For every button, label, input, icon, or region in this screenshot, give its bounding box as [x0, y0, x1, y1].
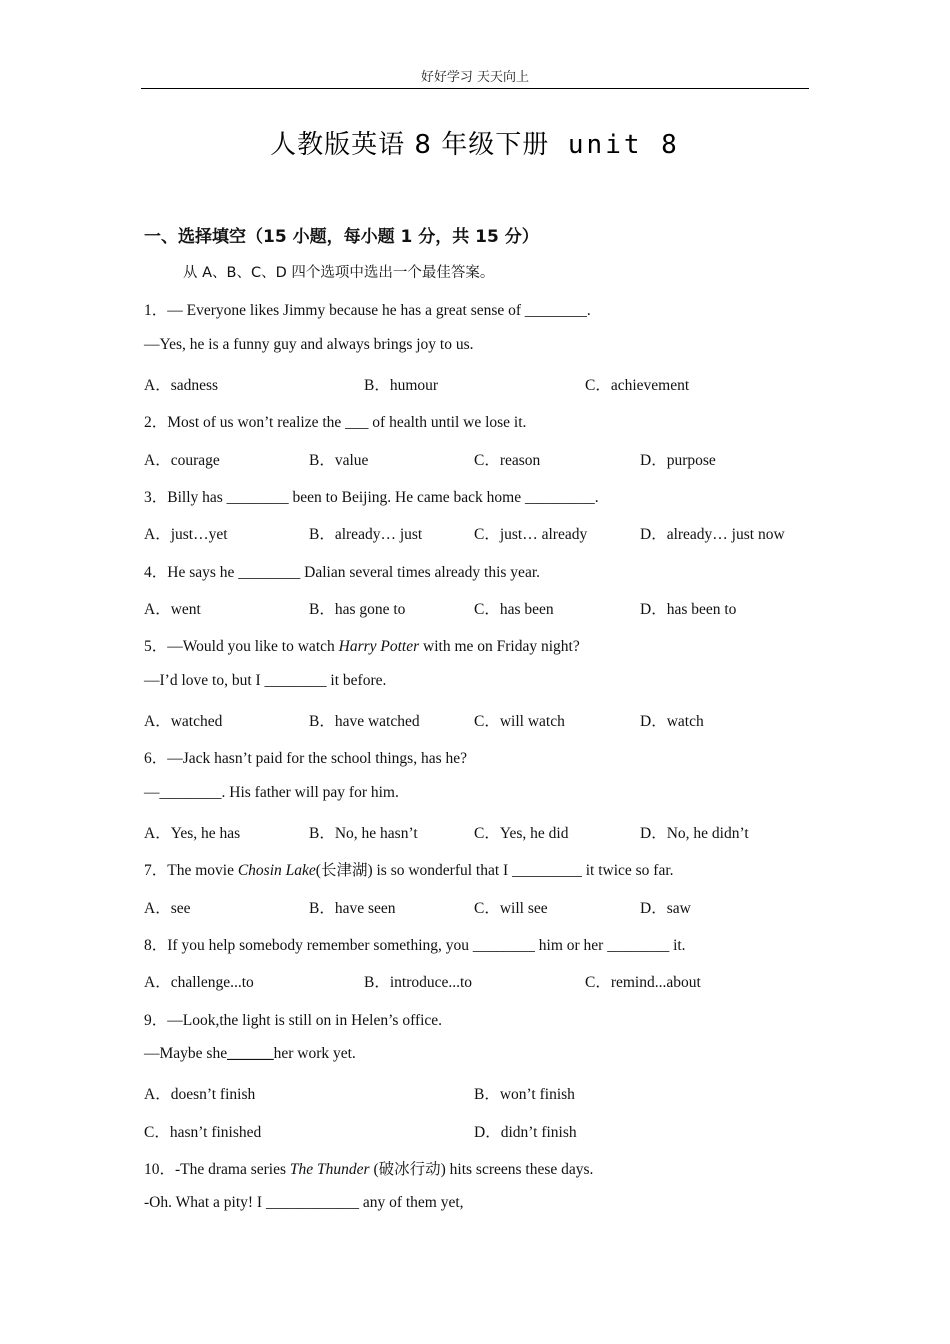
question-9-reply: —Maybe she______her work yet. [144, 1045, 356, 1062]
question-2-option-b: B．value [309, 452, 369, 469]
title-prefix: 人教版英语 8 年级下册 [270, 130, 550, 160]
question-9-option-a: A．doesn’t finish [144, 1086, 256, 1103]
question-5-option-c: C．will watch [474, 713, 565, 730]
question-4-option-a: A．went [144, 601, 201, 618]
header-divider [141, 88, 809, 89]
question-9-stem: 9．—Look,the light is still on in Helen’s office. [144, 1012, 443, 1029]
section-heading: 一、选择填空（15 小题，每小题 1 分，共 15 分） [144, 227, 539, 247]
question-1-reply: —Yes, he is a funny guy and always brings joy to us. [144, 336, 474, 353]
document-title [0, 124, 950, 161]
question-5-option-a: A．watched [144, 713, 223, 730]
question-4-option-b: B．has gone to [309, 601, 406, 618]
question-2-option-c: C．reason [474, 452, 541, 469]
question-10-reply: -Oh. What a pity! I ____________ any of them yet, [144, 1194, 464, 1211]
question-1-option-a: A．sadness [144, 377, 219, 394]
question-6-option-b: B．No, he hasn’t [309, 825, 418, 842]
question-4-option-d: D．has been to [640, 601, 737, 618]
title-suffix: unit 8 [567, 130, 680, 160]
question-1-option-b: B．humour [364, 377, 439, 394]
question-1-option-c: C．achievement [585, 377, 690, 394]
question-5-reply: —I’d love to, but I ________ it before. [144, 672, 387, 689]
question-8-option-c: C．remind...about [585, 974, 701, 991]
question-5-option-d: D．watch [640, 713, 704, 730]
question-6-option-c: C．Yes, he did [474, 825, 569, 842]
question-1-stem: 1．— Everyone likes Jimmy because he has a great sense of ________. [144, 302, 591, 319]
question-6-option-a: A．Yes, he has [144, 825, 241, 842]
question-2-option-a: A．courage [144, 452, 220, 469]
section-instruction: 从 A、B、C、D 四个选项中选出一个最佳答案。 [183, 265, 495, 281]
page-header: 好好学习 天天向上 [420, 70, 530, 85]
question-8-stem: 8．If you help somebody remember something, you ________ him or her ________ it. [144, 937, 686, 954]
question-9-option-b: B．won’t finish [474, 1086, 575, 1103]
question-3-stem: 3．Billy has ________ been to Beijing. He came back home _________. [144, 489, 599, 506]
question-6-option-d: D．No, he didn’t [640, 825, 749, 842]
question-2-option-d: D．purpose [640, 452, 716, 469]
question-8-option-a: A．challenge...to [144, 974, 254, 991]
question-6-stem: 6．—Jack hasn’t paid for the school things, has he? [144, 750, 467, 767]
question-7-option-c: C．will see [474, 900, 548, 917]
question-3-option-b: B．already… just [309, 526, 423, 543]
question-10-stem: 10．-The drama series The Thunder (破冰行动) hits screens these days. [144, 1161, 594, 1178]
question-3-option-d: D．already… just now [640, 526, 785, 543]
question-4-option-c: C．has been [474, 601, 554, 618]
question-5-stem: 5．—Would you like to watch Harry Potter with me on Friday night? [144, 638, 580, 655]
question-4-stem: 4．He says he ________ Dalian several times already this year. [144, 564, 540, 581]
question-7-option-b: B．have seen [309, 900, 396, 917]
question-6-reply: —________. His father will pay for him. [144, 784, 399, 801]
question-5-option-b: B．have watched [309, 713, 420, 730]
question-3-option-a: A．just…yet [144, 526, 228, 543]
question-9-option-c: C．hasn’t finished [144, 1124, 262, 1141]
question-9-option-d: D．didn’t finish [474, 1124, 577, 1141]
question-7-option-a: A．see [144, 900, 191, 917]
question-8-option-b: B．introduce...to [364, 974, 473, 991]
question-7-stem: 7．The movie Chosin Lake(长津湖) is so wonderful that I _________ it twice so far. [144, 862, 674, 879]
question-7-option-d: D．saw [640, 900, 691, 917]
question-2-stem: 2．Most of us won’t realize the ___ of health until we lose it. [144, 414, 527, 431]
question-3-option-c: C．just… already [474, 526, 588, 543]
